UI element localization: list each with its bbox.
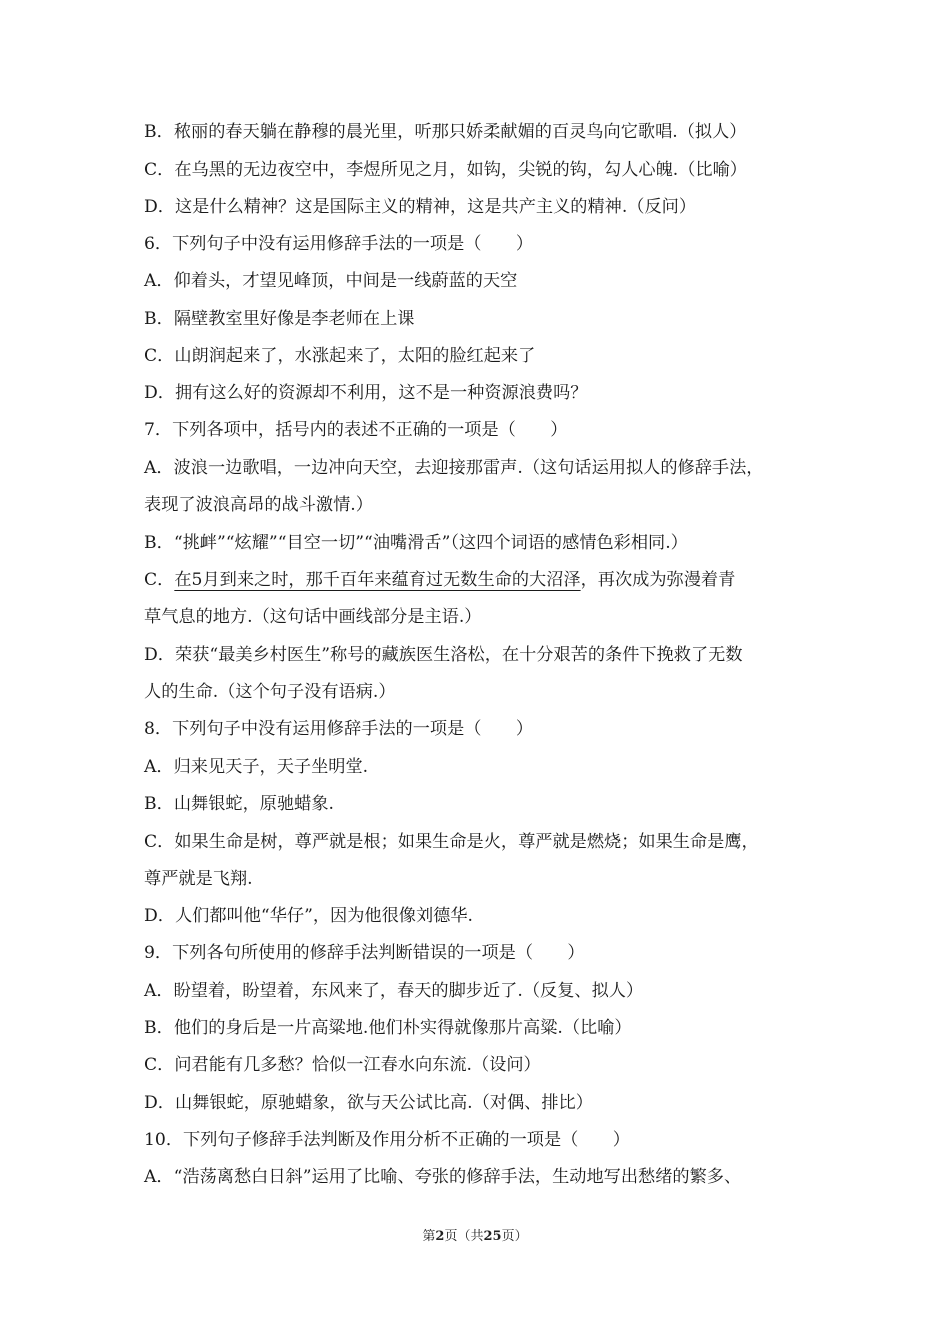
footer-prefix: 第 [422,1229,436,1244]
page-footer [0,1228,950,1246]
text-line: D．这是什么精神？这是国际主义的精神，这是共产主义的精神.（反问） [144,197,697,217]
question-9-stem: 9．下列各句所使用的修辞手法判断错误的一项是（ ） [144,943,585,963]
text-line: A．仰着头，才望见峰顶，中间是一线蔚蓝的天空 [144,271,518,291]
text-line: B．秾丽的春天躺在静穆的晨光里，听那只娇柔献媚的百灵鸟向它歌唱.（拟人） [144,122,747,142]
text-line: B．“挑衅”“炫耀”“目空一切”“油嘴滑舌”（这四个词语的感情色彩相同.） [144,533,688,553]
text-line: A．盼望着，盼望着，东风来了，春天的脚步近了.（反复、拟人） [144,981,644,1001]
text-line: D．荣获“最美乡村医生”称号的藏族医生洛松，在十分艰苦的条件下挽救了无数 [144,645,743,665]
underlined-subject: 在5月到来之时，那千百年来蕴育过无数生命的大沼泽 [174,570,581,590]
page-number: 2 [435,1229,445,1244]
text-line: B．山舞银蛇，原驰蜡象. [144,794,334,814]
text-line: C．如果生命是树，尊严就是根；如果生命是火，尊严就是燃烧；如果生命是鹰， [144,832,759,852]
text-line: B．他们的身后是一片高粱地.他们朴实得就像那片高粱.（比喻） [144,1018,632,1038]
text-line: 草气息的地方.（这句话中画线部分是主语.） [144,607,482,627]
text-line: C．山朗润起来了，水涨起来了，太阳的脸红起来了 [144,346,536,366]
question-10-stem: 10．下列句子修辞手法判断及作用分析不正确的一项是（ ） [144,1130,630,1150]
text-line: D．山舞银蛇，原驰蜡象，欲与天公试比高.（对偶、排比） [144,1093,593,1113]
text-line: D．人们都叫他“华仔”，因为他很像刘德华. [144,906,474,926]
text-line: C．在乌黑的无边夜空中，李煜所见之月，如钩，尖锐的钩，勾人心魄.（比喻） [144,160,747,180]
option-label: C． [144,570,175,590]
text-line: 表现了波浪高昂的战斗激情.） [144,495,373,515]
text-segment: ，再次成为弥漫着青 [580,570,736,590]
text-line: D．拥有这么好的资源却不利用，这不是一种资源浪费吗？ [144,383,588,403]
text-line: A．归来见天子，天子坐明堂. [144,757,369,777]
text-line: A．“浩荡离愁白日斜”运用了比喻、夸张的修辞手法，生动地写出愁绪的繁多、 [144,1167,742,1187]
question-7-stem: 7．下列各项中，括号内的表述不正确的一项是（ ） [144,420,568,440]
text-line: 人的生命.（这个句子没有语病.） [144,682,396,702]
total-pages: 25 [483,1229,502,1244]
footer-mid: 页（共 [444,1229,484,1244]
question-6-stem: 6．下列句子中没有运用修辞手法的一项是（ ） [144,234,534,254]
text-line: 尊严就是飞翔. [144,869,253,889]
text-line: B．隔壁教室里好像是李老师在上课 [144,309,415,329]
text-line [144,568,814,592]
question-8-stem: 8．下列句子中没有运用修辞手法的一项是（ ） [144,719,534,739]
footer-suffix: 页） [501,1229,528,1244]
text-line: C．问君能有几多愁？恰似一江春水向东流.（设问） [144,1055,541,1075]
text-line: A．波浪一边歌唱，一边冲向天空，去迎接那雷声.（这句话运用拟人的修辞手法， [144,458,764,478]
